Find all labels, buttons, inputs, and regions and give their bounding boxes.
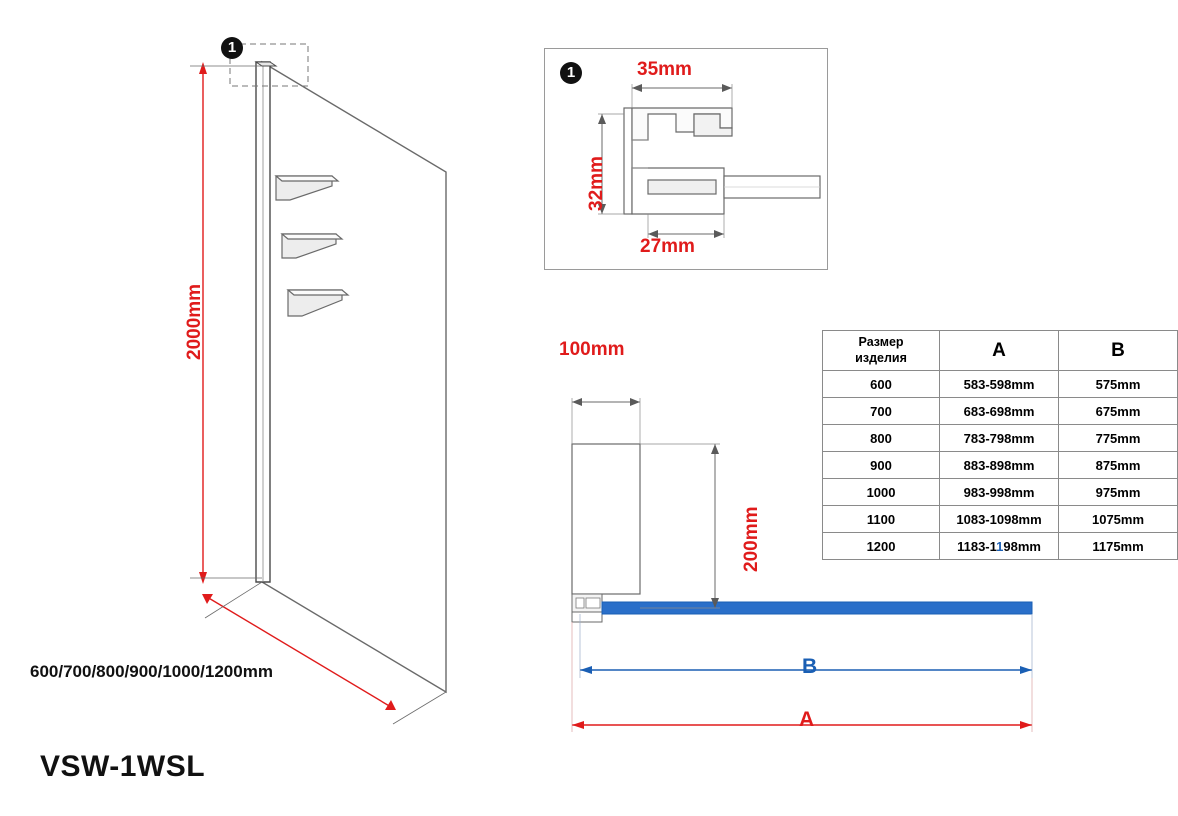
cell-a-pre: 1183-1 (957, 538, 997, 554)
width-options-label: 600/700/800/900/1000/1200mm (30, 662, 273, 681)
left-view-svg (0, 0, 520, 760)
cell-a: 683-698mm (940, 398, 1059, 425)
cell-size: 700 (823, 398, 940, 425)
cell-a-highlight: 1 (996, 538, 1004, 554)
header-size-line2: изделия (855, 350, 907, 365)
table-header-row (823, 331, 1178, 371)
cell-b: 575mm (1059, 371, 1178, 398)
profile-depth-label: 200mm (741, 506, 762, 572)
profile-block (572, 444, 640, 594)
table-row (823, 425, 1178, 452)
cell-b: 1175mm (1059, 533, 1178, 560)
table-row (823, 533, 1178, 560)
size-spec-table (822, 330, 1178, 560)
cell-size: 600 (823, 371, 940, 398)
cell-b: 775mm (1059, 425, 1178, 452)
cell-size: 800 (823, 425, 940, 452)
cell-b: 875mm (1059, 452, 1178, 479)
glass-panel (262, 62, 446, 692)
detail-width-top-label: 35mm (637, 59, 692, 80)
cell-size: 1200 (823, 533, 940, 560)
table-row (823, 371, 1178, 398)
cell-b: 975mm (1059, 479, 1178, 506)
header-size (823, 331, 940, 371)
cell-b: 675mm (1059, 398, 1178, 425)
profile-width-label: 100mm (559, 339, 625, 360)
cell-a: 983-998mm (940, 479, 1059, 506)
dimension-b-label: B (802, 655, 818, 678)
callout-marker-1: 1 (221, 37, 243, 59)
cell-a: 1083-1098mm (940, 506, 1059, 533)
cell-a: 783-798mm (940, 425, 1059, 452)
dimension-a-label: A (799, 708, 815, 731)
cell-a: 883-898mm (940, 452, 1059, 479)
cell-a: 583-598mm (940, 371, 1059, 398)
model-label: VSW-1WSL (40, 750, 206, 783)
left-perspective-view (0, 0, 520, 760)
cell-a (940, 533, 1059, 560)
height-dimension-label: 2000mm (184, 283, 205, 360)
detail-callout-marker-1: 1 (560, 62, 582, 84)
cell-a-post: 98mm (1003, 538, 1041, 554)
table-row (823, 452, 1178, 479)
header-size-line1: Размер (858, 335, 904, 349)
table-row (823, 506, 1178, 533)
cell-size: 1100 (823, 506, 940, 533)
cell-size: 900 (823, 452, 940, 479)
cell-b: 1075mm (1059, 506, 1178, 533)
detail-width-bottom-label: 27mm (640, 236, 695, 257)
table-row (823, 479, 1178, 506)
detail-view (544, 48, 828, 270)
header-a: A (940, 331, 1059, 371)
cell-size: 1000 (823, 479, 940, 506)
table-row (823, 398, 1178, 425)
detail-height-left-label: 32mm (586, 156, 607, 211)
header-b: B (1059, 331, 1178, 371)
